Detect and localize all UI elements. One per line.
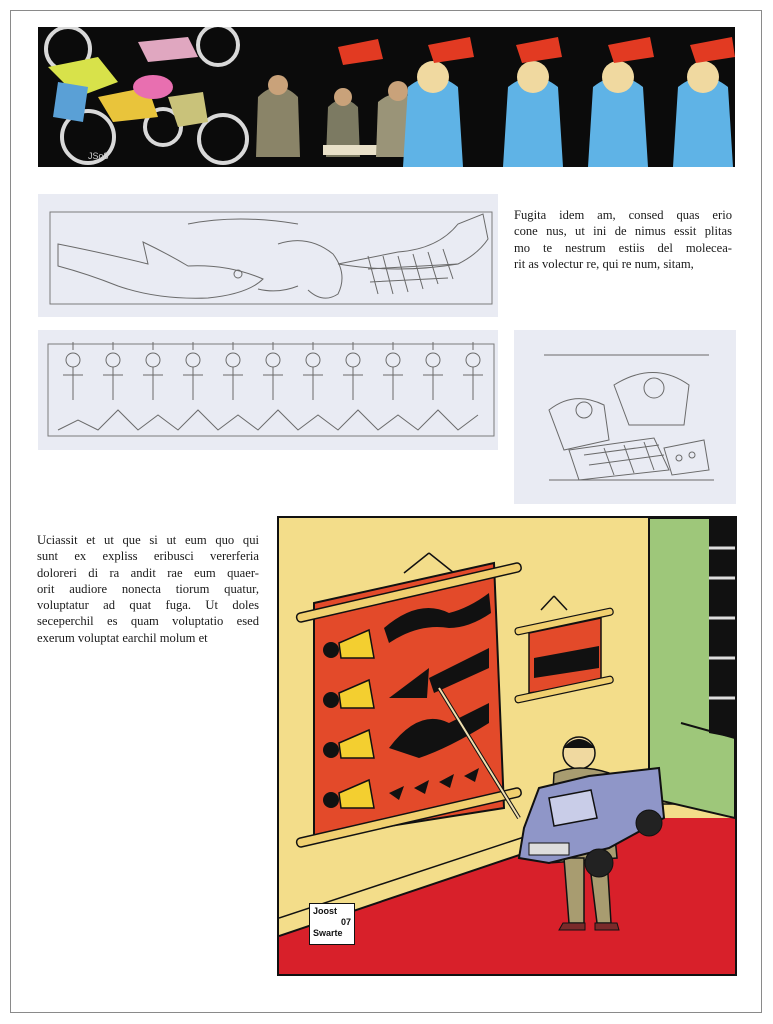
artist-signature (309, 903, 355, 945)
page (10, 10, 762, 1013)
sketch-chess-players (514, 330, 736, 504)
banner-signature: JSo8 (88, 151, 109, 161)
sketch-shark-mermaid (38, 194, 498, 317)
banner-art (38, 27, 735, 167)
text-line: seceperchil es quam voluptatio esed (37, 614, 259, 629)
sketch-repeating-figures (38, 330, 498, 450)
text-block-2 (37, 532, 259, 646)
sketch-art-1 (38, 194, 498, 317)
sketch-art-3 (514, 330, 736, 504)
signature-line: 07 (340, 917, 351, 927)
text-line: mo te nestrum estiis del molecea- (514, 240, 732, 255)
text-block-1 (514, 207, 732, 272)
text-line: orit audiore nonecta tiorum quatur, (37, 581, 259, 596)
signature-line: Swarte (313, 928, 343, 938)
text-line: doloreri di ra andit rae eum quaer- (37, 565, 259, 580)
text-line: rit as volectur re, qui re num, sitam, (514, 256, 694, 271)
signature-line: Joost (313, 906, 338, 916)
main-illustration (277, 516, 737, 976)
text-line: exerum voluptat earchil molum et (37, 630, 208, 645)
text-line: voluptatur ad quat fuga. Ut doles (37, 598, 259, 613)
text-line: Uciassit et ut que si ut eum quo qui (37, 533, 259, 547)
top-banner-illustration (38, 27, 735, 167)
text-line: cone nus, ut ini de nimus essit plitas (514, 224, 732, 239)
text-line: Fugita idem am, consed quas erio (514, 208, 732, 222)
text-line: sunt ex expliss eribusci vererferia (37, 549, 259, 564)
sketch-art-2 (38, 330, 498, 450)
